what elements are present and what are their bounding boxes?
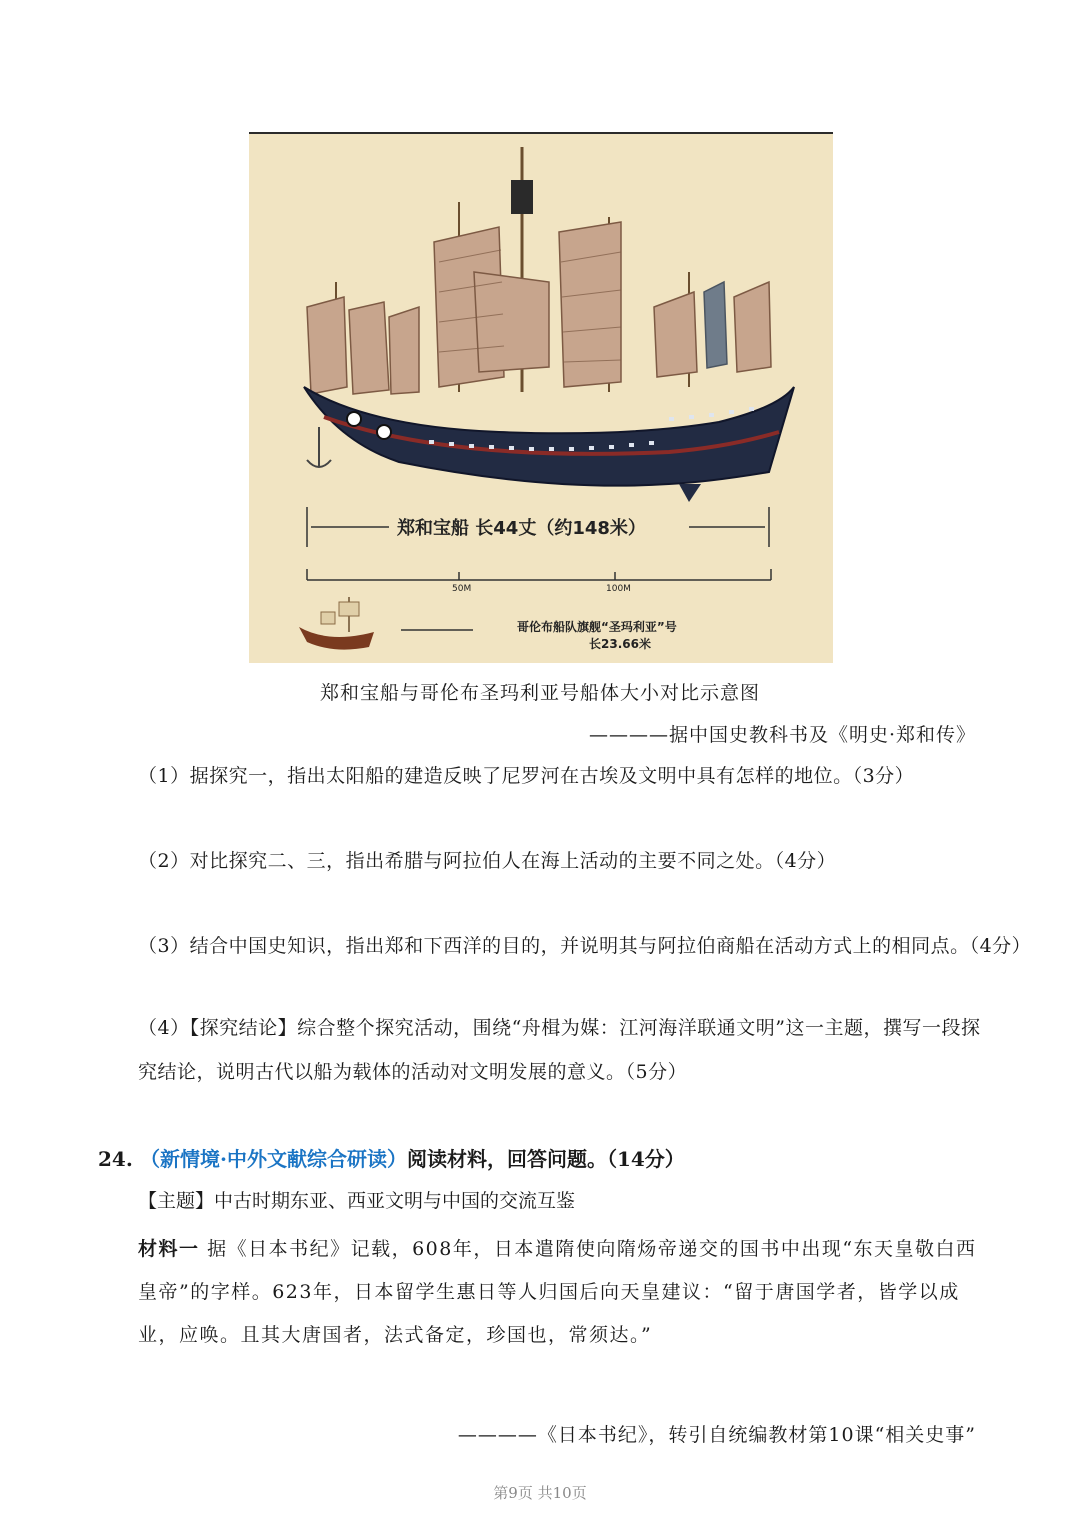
- columbus-ship-length: 长23.66米: [589, 637, 651, 651]
- ship-comparison-figure: [249, 132, 833, 663]
- columbus-ship-label: 哥伦布船队旗舰“圣玛利亚”号: [517, 620, 677, 634]
- figure-caption: 郑和宝船与哥伦布圣玛利亚号船体大小对比示意图: [319, 682, 760, 704]
- question-number: 24.: [98, 1147, 133, 1171]
- scale-label-100: 100M: [606, 584, 631, 594]
- material-1: [138, 1228, 988, 1357]
- ship-illustration: [249, 132, 833, 663]
- question-4: （4）【探究结论】综合整个探究活动，围绕“舟楫为媒：江河海洋联通文明”这一主题，撰写一段探究结论，说明古代以船为载体的活动对文明发展的意义。（5分）: [138, 1017, 981, 1083]
- scale-label-50: 50M: [452, 584, 472, 594]
- material-label: 材料一: [138, 1238, 200, 1260]
- question-title: 阅读材料，回答问题。（14分）: [406, 1147, 685, 1171]
- material-source: ————《日本书纪》，转引自统编教材第10课“相关史事”: [457, 1424, 976, 1446]
- question-1: （1）据探究一，指出太阳船的建造反映了尼罗河在古埃及文明中具有怎样的地位。（3分）: [138, 765, 915, 787]
- page-footer: 第9页 共10页: [493, 1484, 587, 1502]
- material-text: 据《日本书纪》记载，608年，日本遣隋使向隋炀帝递交的国书中出现“东天皇敬白西皇帝”的字样。623年，日本留学生惠日等人归国后向天皇建议：“留于唐国学者，皆学以成业，应唤。且其大唐国者，法式备定，珍国也，常须达。”: [138, 1238, 977, 1346]
- ship-length-label: 郑和宝船 长44丈（约148米）: [397, 518, 646, 539]
- theme-line: 【主题】中古时期东亚、西亚文明与中国的交流互鉴: [138, 1190, 576, 1212]
- question-2: （2）对比探究二、三，指出希腊与阿拉伯人在海上活动的主要不同之处。（4分）: [138, 850, 837, 872]
- question-24-header: [98, 1143, 685, 1172]
- question-tag: （新情境·中外文献综合研读）: [140, 1147, 407, 1171]
- question-3: （3）结合中国史知识，指出郑和下西洋的目的，并说明其与阿拉伯商船在活动方式上的相同点。（4分）: [138, 935, 1032, 957]
- figure-source: ————据中国史教科书及《明史·郑和传》: [588, 724, 976, 746]
